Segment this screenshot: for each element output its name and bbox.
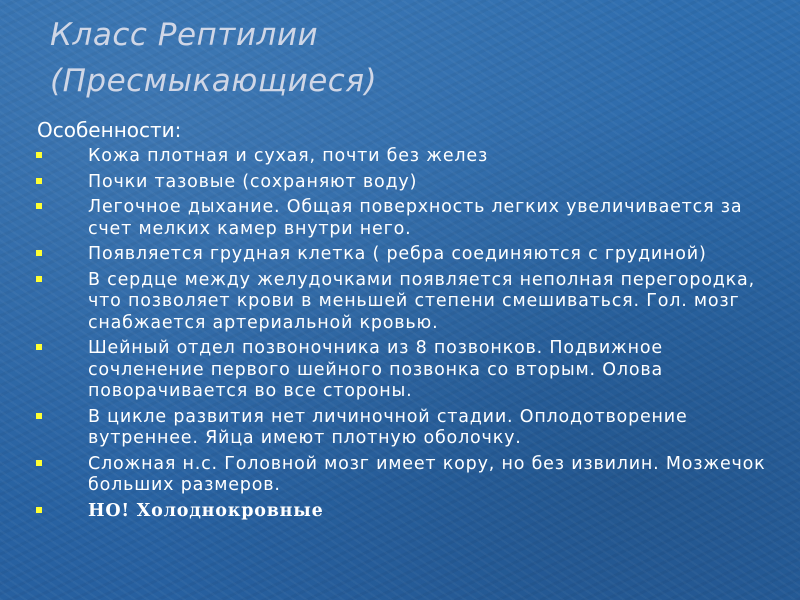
- bullet-square-icon: [36, 413, 42, 419]
- list-item: [35, 270, 775, 335]
- list-item-text: Шейный отдел позвоночника из 8 позвонков. Подвижное сочленение первого шейного позвонка со вторым. Олова поворачивается во все стороны.: [88, 338, 663, 401]
- list-item: [35, 244, 775, 266]
- list-item-text: Почки тазовые (сохраняют воду): [88, 171, 418, 192]
- list-item: [35, 172, 775, 194]
- list-item-text: Кожа плотная и сухая, почти без желез: [88, 146, 489, 166]
- slide-title: [50, 12, 377, 104]
- list-item-text: Легочное дыхание. Общая поверхность легких увеличивается за счет мелких камер внутри него.: [88, 197, 743, 239]
- subheading: Особенности:: [37, 118, 182, 142]
- list-item: [35, 197, 775, 240]
- bullet-square-icon: [36, 178, 42, 184]
- list-item: [35, 338, 775, 403]
- list-item-highlight: [35, 501, 775, 523]
- bullet-square-icon: [36, 507, 42, 513]
- bullet-square-icon: [36, 203, 42, 209]
- bullet-square-icon: [36, 250, 42, 256]
- list-item-text: НО! Холоднокровные: [88, 500, 324, 521]
- bullet-square-icon: [36, 152, 42, 158]
- bullet-list: [35, 146, 775, 526]
- bullet-square-icon: [36, 344, 42, 350]
- bullet-square-icon: [36, 460, 42, 466]
- list-item: [35, 146, 775, 168]
- list-item-text: В сердце между желудочками появляется неполная перегородка, что позволяет крови в меньшей степени смешиваться. Гол. мозг снабжается артериальной кровью.: [88, 269, 755, 333]
- title-line-2: (Пресмыкающиеся): [50, 63, 378, 99]
- title-line-1: Класс Рептилии: [50, 17, 319, 53]
- list-item: [35, 454, 775, 497]
- list-item: [35, 407, 775, 450]
- list-item-text: Появляется грудная клетка ( ребра соединяются с грудиной): [88, 244, 707, 264]
- list-item-text: Сложная н.с. Головной мозг имеет кору, но без извилин. Мозжечок больших размеров.: [88, 453, 766, 495]
- bullet-square-icon: [36, 276, 42, 282]
- list-item-text: В цикле развития нет личиночной стадии. Оплодотворение вутреннее. Яйца имеют плотную оболочку.: [88, 406, 688, 448]
